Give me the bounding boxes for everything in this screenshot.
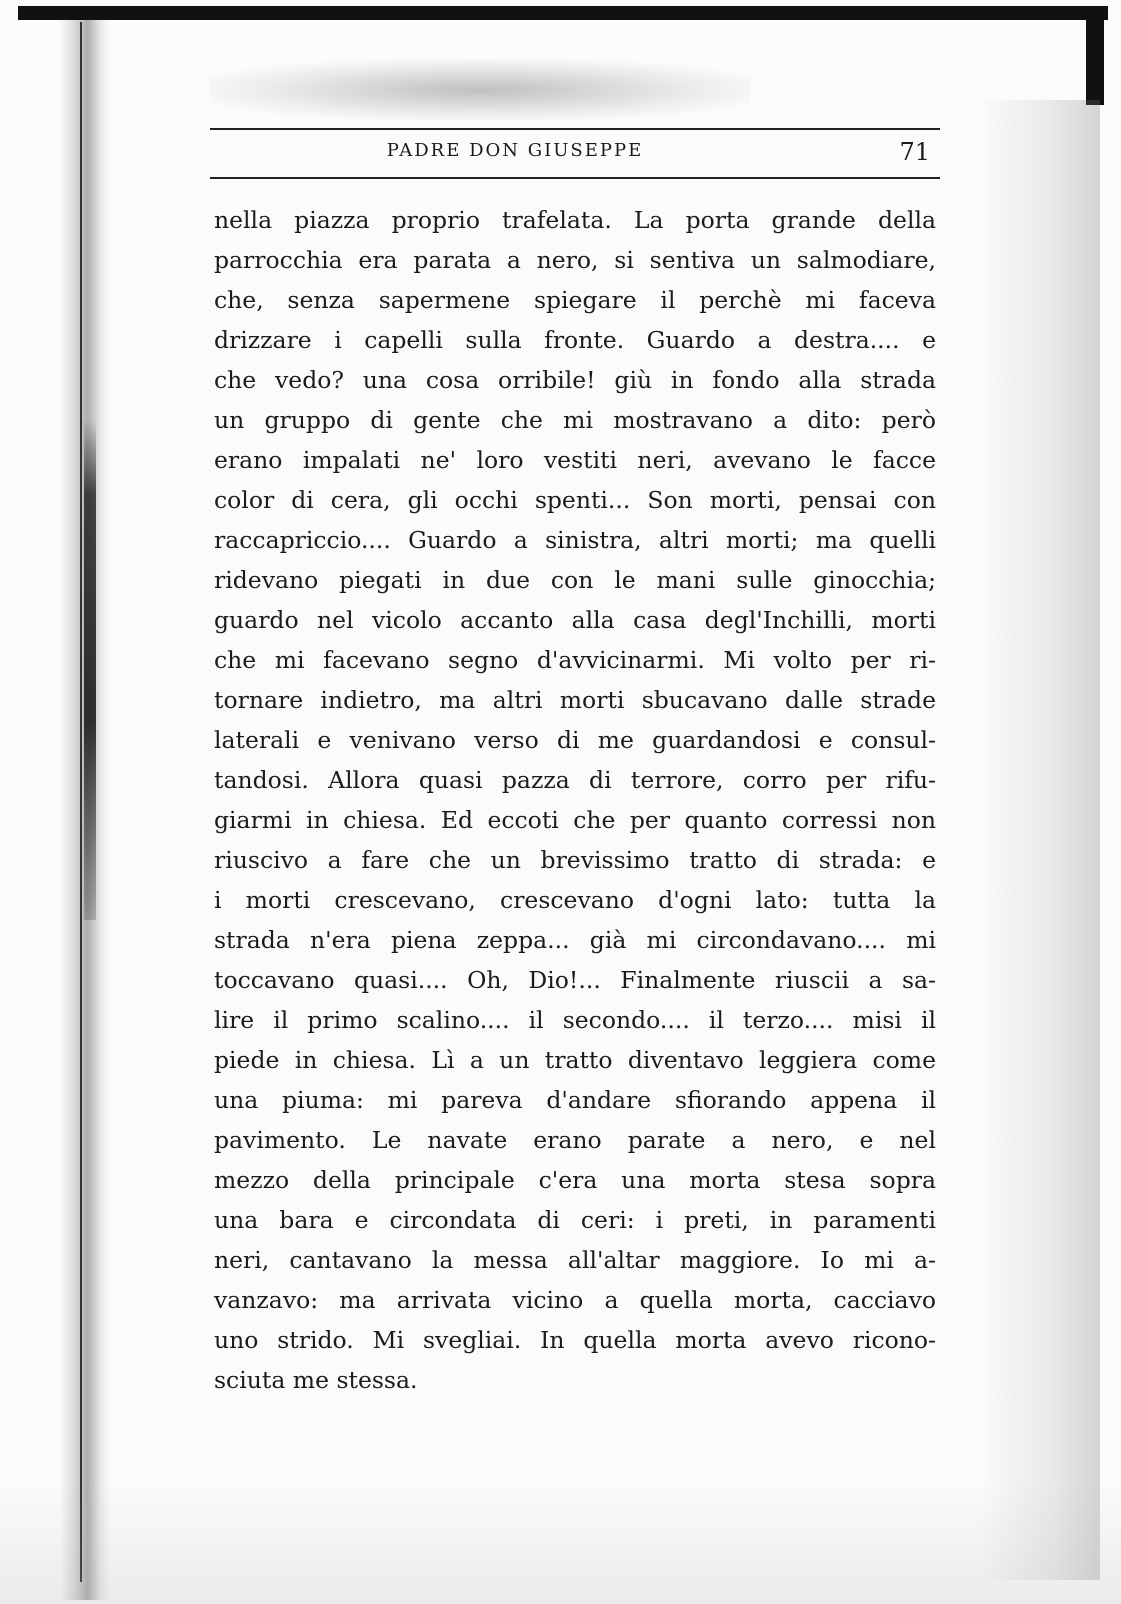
text-line: una bara e circondata di ceri: i preti, in paramenti xyxy=(214,1206,936,1234)
text-line: guardo nel vicolo accanto alla casa degl'Inchilli, morti xyxy=(214,606,936,634)
scan-border-right xyxy=(1086,10,1104,105)
text-line: un gruppo di gente che mi mostravano a dito: però xyxy=(214,406,936,434)
text-line: che, senza sapermene spiegare il perchè mi faceva xyxy=(214,286,936,314)
running-title: PADRE DON GIUSEPPE xyxy=(386,140,644,161)
text-line: parrocchia era parata a nero, si sentiva un salmodiare, xyxy=(214,246,936,274)
scan-stain-left xyxy=(84,420,96,920)
scan-noise-right xyxy=(980,100,1100,1580)
text-line: strada n'era piena zeppa... già mi circondavano.... mi xyxy=(214,926,936,954)
body-text xyxy=(214,200,936,1400)
text-line: che mi facevano segno d'avvicinarmi. Mi volto per ri- xyxy=(214,646,936,674)
text-line: piede in chiesa. Lì a un tratto diventavo leggiera come xyxy=(214,1046,936,1074)
text-line: che vedo? una cosa orribile! giù in fondo alla strada xyxy=(214,366,936,394)
text-line: drizzare i capelli sulla fronte. Guardo a destra.... e xyxy=(214,326,936,354)
text-line: lire il primo scalino.... il secondo.... il terzo.... misi il xyxy=(214,1006,936,1034)
text-line: laterali e venivano verso di me guardandosi e consul- xyxy=(214,726,936,754)
text-line: riuscivo a fare che un brevissimo tratto di strada: e xyxy=(214,846,936,874)
page-edge-line xyxy=(80,22,82,1582)
text-line: mezzo della principale c'era una morta stesa sopra xyxy=(214,1166,936,1194)
text-line: tornare indietro, ma altri morti sbucavano dalle strade xyxy=(214,686,936,714)
text-line: nella piazza proprio trafelata. La porta grande della xyxy=(214,206,936,234)
scan-border-top xyxy=(18,6,1108,20)
page-number: 71 xyxy=(899,138,930,166)
text-line: una piuma: mi pareva d'andare sfiorando appena il xyxy=(214,1086,936,1114)
text-line: tandosi. Allora quasi pazza di terrore, corro per rifu- xyxy=(214,766,936,794)
text-line: sciuta me stessa. xyxy=(214,1366,418,1394)
text-line: uno strido. Mi svegliai. In quella morta avevo ricono- xyxy=(214,1326,936,1354)
header-rule-bottom xyxy=(210,177,940,179)
text-line: vanzavo: ma arrivata vicino a quella morta, cacciavo xyxy=(214,1286,936,1314)
text-line: i morti crescevano, crescevano d'ogni lato: tutta la xyxy=(214,886,936,914)
header-rule-top xyxy=(210,128,940,130)
text-line: pavimento. Le navate erano parate a nero, e nel xyxy=(214,1126,936,1154)
scan-noise-top xyxy=(210,60,750,120)
text-line: ridevano piegati in due con le mani sulle ginocchia; xyxy=(214,566,936,594)
text-line: color di cera, gli occhi spenti... Son morti, pensai con xyxy=(214,486,936,514)
text-line: neri, cantavano la messa all'altar maggiore. Io mi a- xyxy=(214,1246,936,1274)
text-line: giarmi in chiesa. Ed eccoti che per quanto corressi non xyxy=(214,806,936,834)
text-line: erano impalati ne' loro vestiti neri, avevano le facce xyxy=(214,446,936,474)
scan-noise-bottom xyxy=(0,1480,1121,1604)
text-line: toccavano quasi.... Oh, Dio!... Finalmente riuscii a sa- xyxy=(214,966,936,994)
text-line: raccapriccio.... Guardo a sinistra, altri morti; ma quelli xyxy=(214,526,936,554)
